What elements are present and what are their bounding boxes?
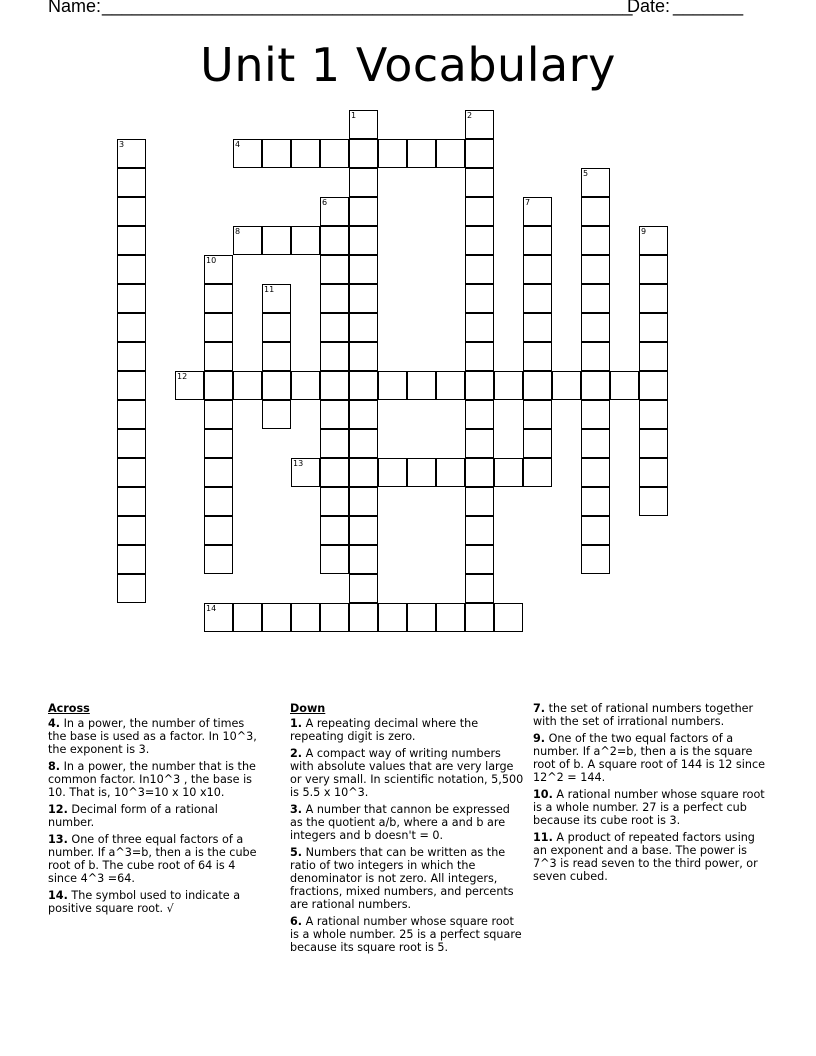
grid-cell[interactable] [320,603,349,632]
clue-down: 2. A compact way of writing numbers with absolute values that are very large or very small. In scientific notation, 5,500 is 5.5 x 10^3. [290,747,524,799]
grid-cell[interactable] [436,458,465,487]
grid-cell[interactable] [233,603,262,632]
grid-cell[interactable] [465,226,494,255]
grid-cell[interactable] [581,313,610,342]
grid-cell[interactable] [639,429,668,458]
grid-cell[interactable] [349,574,378,603]
grid-cell[interactable] [291,458,320,487]
clue-down: 11. A product of repeated factors using an exponent and a base. The power is 7^3 is read seven to the third power, or seven cubed. [533,831,758,883]
grid-cell[interactable] [349,168,378,197]
grid-cell[interactable] [639,458,668,487]
grid-cell[interactable] [581,429,610,458]
grid-cell[interactable] [349,139,378,168]
name-label: Name: [48,0,102,16]
grid-cell[interactable] [581,342,610,371]
grid-cell[interactable] [552,371,581,400]
grid-cell[interactable] [465,139,494,168]
grid-cell[interactable] [204,603,233,632]
clue-number: 8 [235,227,241,236]
clue-down: 7. the set of rational numbers together with the set of irrational numbers. [533,702,754,728]
grid-cell[interactable] [581,197,610,226]
grid-cell[interactable] [639,400,668,429]
grid-cell[interactable] [523,458,552,487]
grid-cell[interactable] [262,284,291,313]
grid-cell[interactable] [465,516,494,545]
clue-number: 12 [177,372,188,381]
grid-cell[interactable] [320,313,349,342]
grid-cell[interactable] [262,342,291,371]
grid-cell[interactable] [117,284,146,313]
grid-cell[interactable] [204,487,233,516]
grid-cell[interactable] [117,226,146,255]
grid-cell[interactable] [117,313,146,342]
grid-cell[interactable] [291,603,320,632]
grid-cell[interactable] [262,226,291,255]
clue-number: 6 [322,198,328,207]
grid-cell[interactable] [523,371,552,400]
grid-cell[interactable] [465,574,494,603]
grid-cell[interactable] [581,371,610,400]
clue-number: 13 [293,459,304,468]
grid-cell[interactable] [233,371,262,400]
grid-cell[interactable] [117,197,146,226]
grid-cell[interactable] [349,342,378,371]
grid-cell[interactable] [581,168,610,197]
grid-cell[interactable] [204,255,233,284]
grid-cell[interactable] [233,139,262,168]
grid-cell[interactable] [378,139,407,168]
clue-number: 3 [119,140,125,149]
grid-cell[interactable] [407,371,436,400]
grid-cell[interactable] [262,313,291,342]
grid-cell[interactable] [262,139,291,168]
grid-cell[interactable] [262,603,291,632]
grid-cell[interactable] [349,371,378,400]
grid-cell[interactable] [320,139,349,168]
grid-cell[interactable] [639,487,668,516]
grid-cell[interactable] [494,458,523,487]
grid-cell[interactable] [436,139,465,168]
grid-cell[interactable] [233,226,262,255]
grid-cell[interactable] [436,603,465,632]
clue-across: 13. One of three equal factors of a number. If a^3=b, then a is the cube root of b. The cube root of 64 is 4 since 4^3 =64. [48,833,257,885]
grid-cell[interactable] [581,458,610,487]
grid-cell[interactable] [639,342,668,371]
grid-cell[interactable] [349,400,378,429]
grid-cell[interactable] [117,487,146,516]
grid-cell[interactable] [349,284,378,313]
grid-cell[interactable] [523,255,552,284]
grid-cell[interactable] [349,603,378,632]
grid-cell[interactable] [639,226,668,255]
clue-number: 7 [525,198,531,207]
clue-down: 5. Numbers that can be written as the ratio of two integers in which the denominator is not zero. All integers, fractions, mixed numbers, and percents are rational numbers. [290,846,514,911]
grid-cell[interactable] [378,458,407,487]
grid-cell[interactable] [465,342,494,371]
grid-cell[interactable] [204,545,233,574]
grid-cell[interactable] [349,313,378,342]
clue-number: 9 [641,227,647,236]
grid-cell[interactable] [523,400,552,429]
clue-across: 14. The symbol used to indicate a positive square root. √ [48,889,241,915]
grid-cell[interactable] [117,545,146,574]
grid-cell[interactable] [465,168,494,197]
grid-cell[interactable] [204,429,233,458]
grid-cell[interactable] [523,313,552,342]
grid-cell[interactable] [494,603,523,632]
grid-cell[interactable] [320,516,349,545]
grid-cell[interactable] [465,487,494,516]
down-heading: Down [290,702,326,715]
clue-across: 4. In a power, the number of times the base is used as a factor. In 10^3, the exponent is 3. [48,717,257,756]
grid-cell[interactable] [117,516,146,545]
date-blank[interactable]: _______ [673,0,744,16]
grid-cell[interactable] [378,603,407,632]
grid-cell[interactable] [117,139,146,168]
grid-cell[interactable] [291,226,320,255]
grid-cell[interactable] [320,487,349,516]
grid-cell[interactable] [291,371,320,400]
grid-cell[interactable] [204,284,233,313]
clue-down: 10. A rational number whose square root is a whole number. 27 is a perfect cub because its cube root is 3. [533,788,765,827]
grid-cell[interactable] [204,342,233,371]
grid-cell[interactable] [465,400,494,429]
clue-number: 10 [206,256,217,265]
grid-cell[interactable] [117,168,146,197]
grid-cell[interactable] [204,458,233,487]
grid-cell[interactable] [175,371,204,400]
grid-cell[interactable] [581,400,610,429]
grid-cell[interactable] [320,342,349,371]
grid-cell[interactable] [610,371,639,400]
grid-cell[interactable] [349,487,378,516]
grid-cell[interactable] [320,429,349,458]
grid-cell[interactable] [494,371,523,400]
grid-cell[interactable] [378,371,407,400]
grid-cell[interactable] [465,255,494,284]
grid-cell[interactable] [320,545,349,574]
grid-cell[interactable] [349,458,378,487]
clue-number: 14 [206,604,217,613]
grid-cell[interactable] [117,458,146,487]
clue-down: 3. A number that cannon be expressed as the quotient a/b, where a and b are integers and b doesn't = 0. [290,803,510,842]
grid-cell[interactable] [581,255,610,284]
grid-cell[interactable] [117,255,146,284]
clue-number: 1 [351,111,357,120]
grid-cell[interactable] [465,603,494,632]
clue-number: 11 [264,285,275,294]
grid-cell[interactable] [204,400,233,429]
grid-cell[interactable] [204,516,233,545]
grid-cell[interactable] [639,255,668,284]
grid-cell[interactable] [204,313,233,342]
grid-cell[interactable] [349,255,378,284]
clue-down: 1. A repeating decimal where the repeating digit is zero. [290,717,479,743]
down-clues [290,702,526,958]
grid-cell[interactable] [349,545,378,574]
grid-cell[interactable] [349,197,378,226]
clue-across: 8. In a power, the number that is the common factor. In10^3 , the base is 10. That is, 10^3=10 x 10 x10. [48,760,256,799]
grid-cell[interactable] [320,284,349,313]
grid-cell[interactable] [465,371,494,400]
grid-cell[interactable] [581,284,610,313]
grid-cell[interactable] [117,371,146,400]
name-blank[interactable]: _____________________________________________________ [102,0,633,16]
grid-cell[interactable] [581,545,610,574]
grid-cell[interactable] [320,226,349,255]
grid-cell[interactable] [204,371,233,400]
grid-cell[interactable] [581,226,610,255]
grid-cell[interactable] [262,400,291,429]
across-heading: Across [48,702,90,715]
grid-cell[interactable] [320,197,349,226]
grid-cell[interactable] [523,284,552,313]
grid-cell[interactable] [639,371,668,400]
grid-cell[interactable] [407,139,436,168]
grid-cell[interactable] [523,342,552,371]
grid-cell[interactable] [639,284,668,313]
grid-cell[interactable] [465,313,494,342]
grid-cell[interactable] [407,458,436,487]
grid-cell[interactable] [465,429,494,458]
grid-cell[interactable] [465,284,494,313]
grid-cell[interactable] [465,545,494,574]
grid-cell[interactable] [117,574,146,603]
grid-cell[interactable] [523,226,552,255]
clue-number: 5 [583,169,589,178]
grid-cell[interactable] [407,603,436,632]
grid-cell[interactable] [523,197,552,226]
across-clues [48,702,264,919]
clue-across: 12. Decimal form of a rational number. [48,803,218,829]
grid-cell[interactable] [117,342,146,371]
grid-cell[interactable] [117,400,146,429]
grid-cell[interactable] [320,371,349,400]
grid-cell[interactable] [523,429,552,458]
grid-cell[interactable] [320,458,349,487]
grid-cell[interactable] [349,516,378,545]
grid-cell[interactable] [291,139,320,168]
clue-number: 2 [467,111,473,120]
grid-cell[interactable] [639,313,668,342]
grid-cell[interactable] [465,458,494,487]
clue-number: 4 [235,140,241,149]
page-title: Unit 1 Vocabulary [200,38,616,92]
grid-cell[interactable] [117,429,146,458]
grid-cell[interactable] [349,110,378,139]
grid-cell[interactable] [262,371,291,400]
date-label: Date: [627,0,671,16]
grid-cell[interactable] [581,487,610,516]
grid-cell[interactable] [349,226,378,255]
grid-cell[interactable] [465,197,494,226]
grid-cell[interactable] [320,255,349,284]
clue-down: 6. A rational number whose square root is a whole number. 25 is a perfect square because its square root is 5. [290,915,522,954]
grid-cell[interactable] [436,371,465,400]
grid-cell[interactable] [320,400,349,429]
clue-down: 9. One of the two equal factors of a number. If a^2=b, then a is the square root of b. A square root of 144 is 12 since 12^2 = 144. [533,732,765,784]
grid-cell[interactable] [581,516,610,545]
grid-cell[interactable] [349,429,378,458]
down-clues-continued [533,702,769,887]
grid-cell[interactable] [465,110,494,139]
